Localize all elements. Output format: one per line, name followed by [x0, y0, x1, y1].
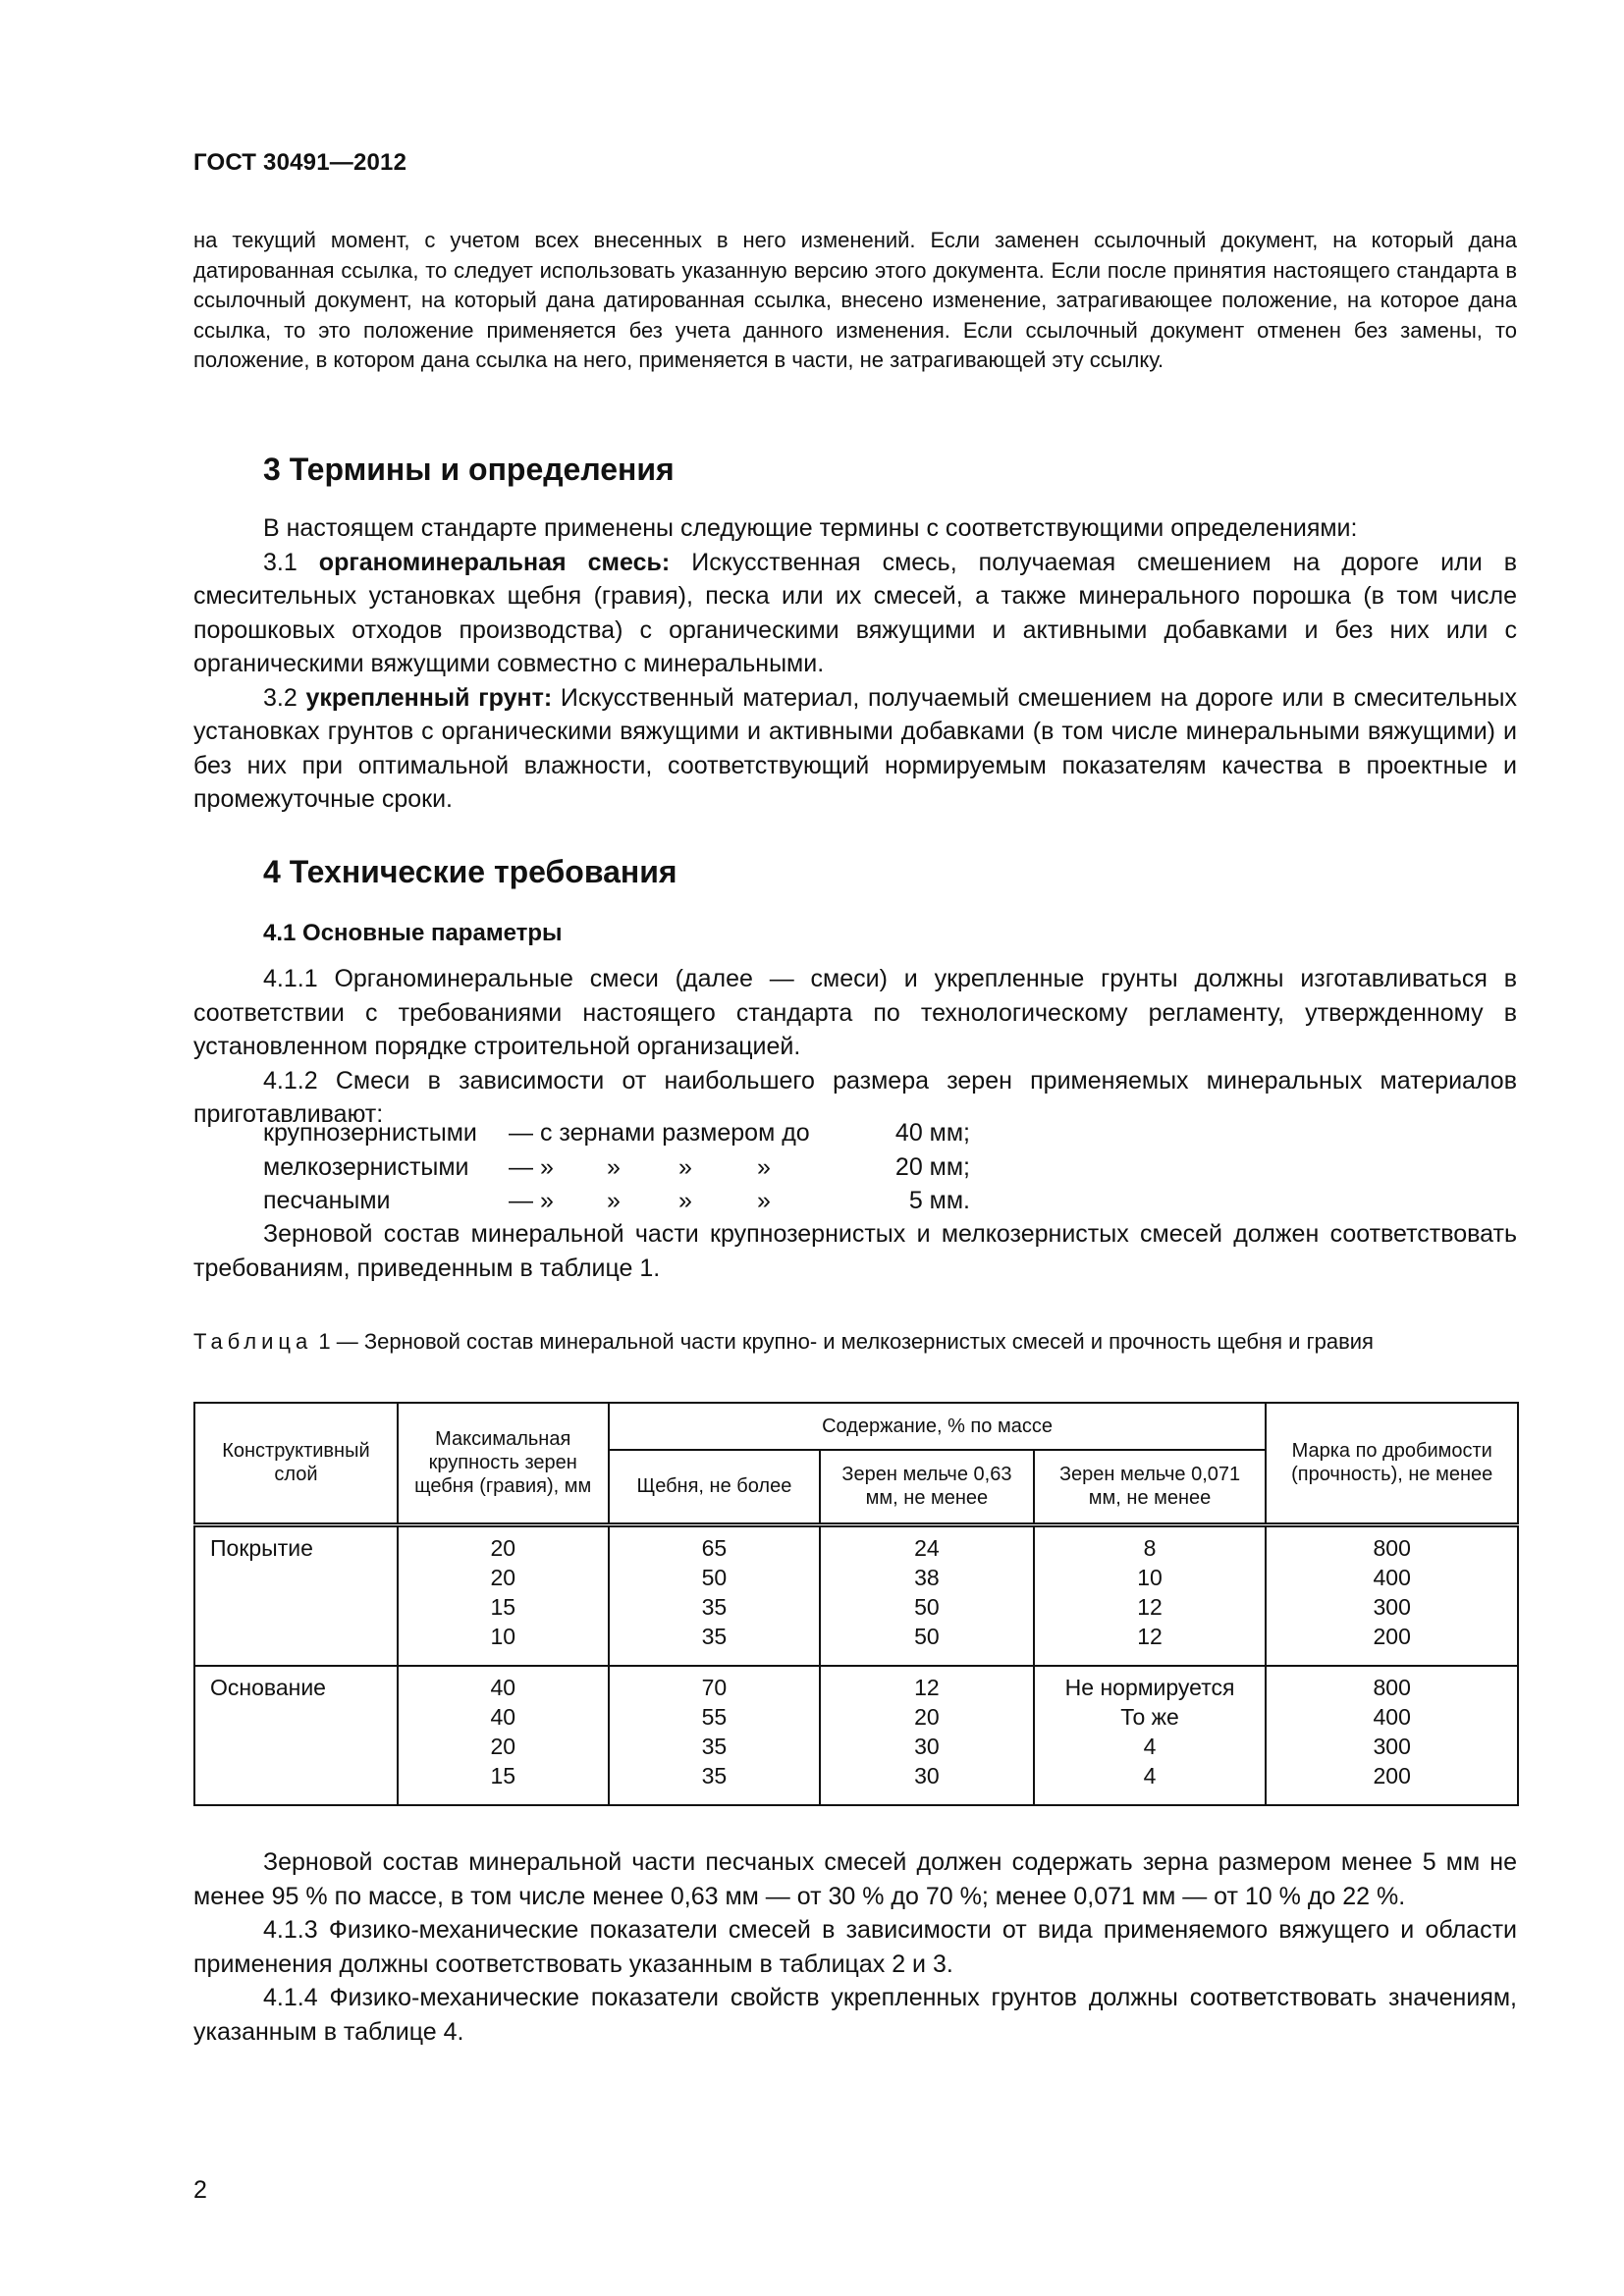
cell-layer: Основание: [194, 1666, 398, 1805]
table-1-caption: [193, 1327, 1517, 1357]
section-3-lead: В настоящем стандарте применены следующие термины с соответствующими определениями:: [263, 514, 1358, 542]
subsection-4-1-heading: 4.1 Основные параметры: [263, 920, 563, 946]
table-1-caption-label: Таблица: [193, 1329, 313, 1354]
header-max-size: Максимальная крупность зерен щебня (гравия), мм: [398, 1403, 609, 1524]
cell-grade: 800 400 300 200: [1266, 1666, 1518, 1805]
paragraph-sand-composition: Зерновой состав минеральной части песчаных смесей должен содержать зерна размером менее 5 мм не менее 95 % по массе, в том числе менее 0,63 мм — от 30 % до 70 %; менее 0,071 мм — от 10 % до 22 %.: [193, 1848, 1517, 1910]
term-3-2-number: 3.2: [263, 683, 306, 712]
cell-max-size: 40 40 20 15: [398, 1666, 609, 1805]
cell-layer: Покрытие: [194, 1524, 398, 1666]
term-3-1-name: органоминеральная смесь:: [318, 548, 671, 576]
term-3-1-number: 3.1: [263, 548, 319, 576]
grain-composition-note: [193, 1217, 1517, 1285]
grain-size-item: песчаными — » » » » 5 мм.: [263, 1187, 970, 1214]
table-1: [193, 1402, 1519, 1806]
section-4-1-continued: [193, 1845, 1517, 2049]
cell-gravel: 65 50 35 35: [609, 1524, 821, 1666]
paragraph-4-1-3: 4.1.3 Физико-механические показатели смесей в зависимости от вида применяемого вяжущего и области применения должны соответствовать указанным в таблицах 2 и 3.: [193, 1916, 1517, 1978]
header-grade: Марка по дробимости (прочность), не менее: [1266, 1403, 1518, 1524]
section-4-1-body: [193, 962, 1517, 1132]
term-3-2-name: укрепленный грунт:: [305, 683, 553, 712]
grain-size-list: [263, 1116, 970, 1218]
paragraph-4-1-4: 4.1.4 Физико-механические показатели свойств укрепленных грунтов должны соответствовать значениям, указанным в таблице 4.: [193, 1984, 1517, 2046]
header-fine-0071: Зерен мельче 0,071 мм, не менее: [1034, 1450, 1267, 1524]
cell-fine-063: 24 38 50 50: [820, 1524, 1034, 1666]
cell-fine-0071: 8 10 12 12: [1034, 1524, 1267, 1666]
paragraph-4-1-1: 4.1.1 Органоминеральные смеси (далее — смеси) и укрепленные грунты должны изготавливаться в соответствии с требованиями настоящего стандарта по технологическому регламенту, утвержденному в установленном порядке строительной организацией.: [193, 965, 1517, 1060]
grain-size-item: мелкозернистыми — » » » » 20 мм;: [263, 1152, 970, 1181]
document-code: ГОСТ 30491—2012: [193, 149, 407, 176]
table-row: [194, 1666, 1518, 1805]
term-3-2-definition: Искусственный материал, получаемый смешением на дороге или в смесительных установках грунтов с органическими вяжущими и активными добавками (в том числе минеральными вяжущими) и без них при оптимальной влажности, соответствующий нормируемым показателям качества в проектные и промежуточные сроки.: [193, 683, 1517, 813]
header-gravel: Щебня, не более: [609, 1450, 821, 1524]
grain-size-item: крупнозернистыми — с зернами размером до 40 мм;: [263, 1119, 970, 1147]
table-1-caption-text: 1 — Зерновой состав минеральной части крупно- и мелкозернистых смесей и прочность щебня и гравия: [312, 1329, 1374, 1354]
cell-grade: 800 400 300 200: [1266, 1524, 1518, 1666]
paragraph-grain-composition: Зерновой состав минеральной части крупнозернистых и мелкозернистых смесей должен соответствовать требованиям, приведенным в таблице 1.: [193, 1220, 1517, 1282]
cell-fine-0071: Не нормируется То же 4 4: [1034, 1666, 1267, 1805]
intro-paragraph: на текущий момент, с учетом всех внесенных в него изменений. Если заменен ссылочный документ, на который дана датированная ссылка, то следует использовать указанную версию этого документа. Если после принятия настоящего стандарта в ссылочный документ, на который дана датированная ссылка, внесено изменение, затрагивающее положение, на которое дана ссылка, то это положение применяется без учета данного изменения. Если ссылочный документ отменен без замены, то положение, в котором дана ссылка на него, применяется в части, не затрагивающей эту ссылку.: [193, 228, 1517, 372]
term-3-1-definition: Искусственная смесь, получаемая смешением на дороге или в смесительных установках щебня (гравия), песка или их смесей, а также минерального порошка (в том числе порошковых отходов производства) с органическими вяжущими и активными добавками и без них или с органическими вяжущими совместно с минеральными.: [193, 548, 1517, 677]
paragraph-4-1-2: 4.1.2 Смеси в зависимости от наибольшего размера зерен применяемых минеральных материалов приготавливают:: [193, 1066, 1517, 1128]
section-4-heading: 4 Технические требования: [263, 854, 677, 889]
header-content: Содержание, % по массе: [609, 1403, 1267, 1450]
header-layer: Конструктивный слой: [194, 1403, 398, 1524]
header-fine-063: Зерен мельче 0,63 мм, не менее: [820, 1450, 1034, 1524]
term-3-2: [193, 681, 1517, 817]
section-3-body: [193, 511, 1517, 817]
cell-gravel: 70 55 35 35: [609, 1666, 821, 1805]
term-3-1: [193, 546, 1517, 681]
cell-fine-063: 12 20 30 30: [820, 1666, 1034, 1805]
page-number: 2: [193, 2176, 207, 2204]
cell-max-size: 20 20 15 10: [398, 1524, 609, 1666]
table-row: [194, 1524, 1518, 1666]
section-3-heading: 3 Термины и определения: [263, 452, 675, 487]
